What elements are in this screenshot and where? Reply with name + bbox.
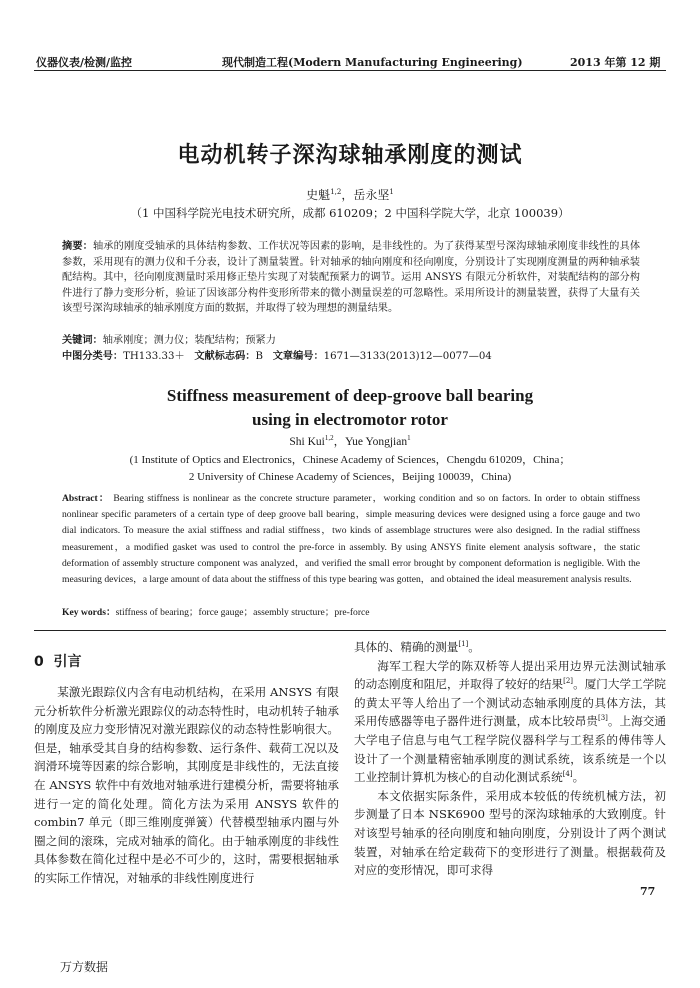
abstract-cn: 摘要：轴承的刚度受轴承的具体结构参数、工作状况等因素的影响，是非线性的。为了获得某型号深沟球轴承刚度非线性的具体参数，采用现有的测力仪和千分表，设计了测量装置。针对轴承的轴向刚度和径向刚度，分别设计了实现刚度测量的两种轴承装配结构。其中，径向刚度测量时采用修正垫片实现了对装配预紧力的调节。运用 ANSYS 有限元分析软件，对装配结构的部分构件进行了静力变形分析，验证了因该部分构件变形所带来的微小测量误差的可忽略性。采用所设计的测量装置，获得了大量有关该型号深沟球轴承的轴承刚度方面的数据，并取得了较为理想的测量结果。 — [62, 240, 641, 314]
section-heading: 0 引言 — [34, 654, 82, 670]
affiliation-cn: （1 中国科学院光电技术研究所，成都 610209；2 中国科学院大学，北京 100039） — [130, 206, 570, 220]
abstract-rule — [34, 630, 666, 631]
intro-paragraph-cont: 具体的、精确的测量[1]。 — [354, 640, 480, 654]
title-en-line2: using in electromotor rotor — [252, 410, 448, 429]
authors-cn: 史魁$^{1,2}$，岳永坚$^1$ — [306, 188, 394, 202]
journal-section: 仪器仪表/检测/监控 — [36, 56, 133, 69]
title-en-line1: Stiffness measurement of deep-groove ball bearing — [166, 386, 534, 405]
title-cn: 电动机转子深沟球轴承刚度的测试 — [177, 143, 523, 168]
keywords-cn: 关键词：轴承刚度；测力仪；装配结构；预紧力 — [62, 334, 276, 346]
classification-cn: 中图分类号：TH133.33＋ 文献标志码：B 文章编号：1671—3133(2013)12—0077—04 — [62, 350, 492, 362]
keywords-en: Key words：stiffness of bearing；force gauge；assembly structure；pre-force — [62, 607, 370, 618]
right-column — [354, 638, 666, 880]
intro-paragraph-2: 海军工程大学的陈双桥等人提出采用边界元法测试轴承的动态刚度和阻尼，并取得了较好的结果[2]。厦门大学工学院的黄太平等人给出了一个测试动态轴承刚度的具体方法，其采用传感器等电子器件进行测量，成本比较昂贵[3]。上海交通大学电子信息与电气工程学院仪器科学与工程系的傅伟等人设计了一个测量精密轴承刚度的测试系统，该系统是一个以工业控制计算机为核心的自动化测试系统[4]。 — [354, 658, 666, 785]
affiliation-en-line1: (1 Institute of Optics and Electronics，Chinese Academy of Sciences，Chengdu 610209，China； — [129, 454, 571, 466]
issue-label: 2013 年第 12 期 — [570, 56, 661, 69]
authors-en: Shi Kui$^{1,2}$，Yue Yongjian$^1$ — [289, 434, 411, 448]
watermark: 万方数据 — [60, 960, 109, 974]
page-number: 77 — [640, 885, 656, 898]
header-rule — [34, 70, 666, 71]
publication-name: 现代制造工程(Modern Manufacturing Engineering) — [222, 56, 523, 69]
intro-paragraph-1: 某激光跟踪仪内含有电动机结构，在采用 ANSYS 有限元分析软件分析激光跟踪仪的动态特性时，电动机转子轴承的刚度及应力变形情况对激光跟踪仪的动态特性影响很大。但是，轴承受其自身的结构参数、运行条件、载荷工况以及润滑环境等因素的综合影响，其刚度是非线性的，无法直接在 ANSYS 软件中有效地对轴承进行建模分析，需要将轴承进行一定的简化处理。简化方法为采用 ANSYS 软件的 combin7 单元（即三维刚度弹簧）代替模型轴承内圈与外圈之间的滚珠，完成对轴承的简化。由于轴承刚度的非线性具体参数在简化过程中是必不可少的，这时，需要根据轴承的实际工作情况，对轴承的非线性刚度进行 — [34, 685, 339, 885]
left-column — [34, 683, 339, 888]
abstract-en: Abstract： Bearing stiffness is nonlinear as the concrete structure parameter，working condition and so on factors. In order to obtain stiffness nonlinear specific parameters of a certain type of deep groove ball bearing，simple measuring devices were designed using a force gauge and two dial indicators. To measure the axial stiffness and radial stiffness，two kinds of assemblage structures were also designed. In the radial stiffness measurement，a modified gasket was used to control the pre-force in assembly. By using ANSYS finite element analysis software，the static deformation of assembly structure component was analyzed，and verified the small error brought by component deformation is negligible. With the measuring devices，a large amount of data about the stiffness of this type bearing was gotten，and obtained the ideal measurement analysis results. — [62, 493, 640, 586]
affiliation-en-line2: 2 University of Chinese Academy of Sciences，Beijing 100039，China) — [188, 471, 512, 483]
intro-paragraph-3: 本文依据实际条件，采用成本较低的传统机械方法，初步测量了日本 NSK6900 型号的深沟球轴承的大致刚度。针对该型号轴承的径向刚度和轴向刚度，分别设计了两个测试装置，对轴承在给定载荷下的变形进行了测量。根据载荷及对应的变形情况，即可求得 — [354, 788, 666, 878]
